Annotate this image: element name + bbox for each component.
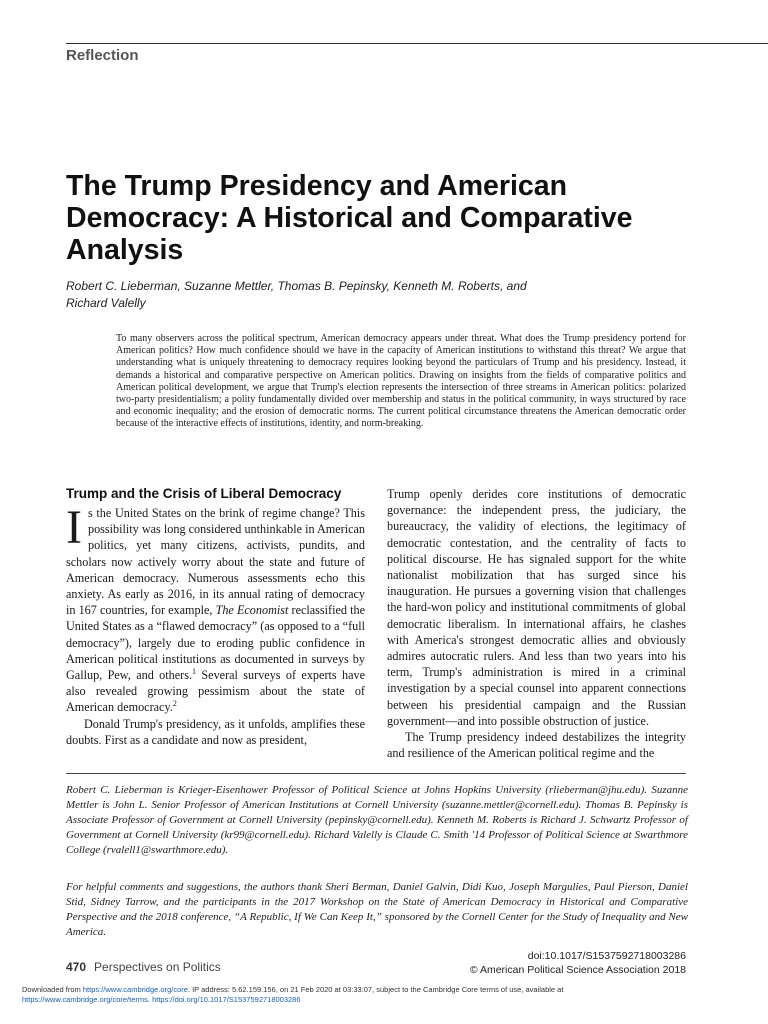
paragraph-4: The Trump presidency indeed destabilizes the integrity and resilience of the American political regime and the <box>387 730 686 761</box>
doi: doi:10.1017/S1537592718003286 <box>527 950 686 962</box>
page-footer <box>66 960 221 974</box>
download-notice <box>22 985 752 1005</box>
drop-cap: I <box>66 501 82 554</box>
paragraph-1-text-b: reclassified the United States as a “flawed democracy” (as opposed to a “full democracy”), largely due to eroding public confidence in American political institutions as documented in surveys by Gallup, Pew, and others. <box>66 603 365 683</box>
doi-link[interactable]: https://doi.org/10.1017/S1537592718003286 <box>152 995 301 1004</box>
terms-link[interactable]: https://www.cambridge.org/core/terms <box>22 995 148 1004</box>
page-number: 470 <box>66 960 87 974</box>
journal-name: Perspectives on Politics <box>94 960 221 974</box>
authors-line-1: Robert C. Lieberman, Suzanne Mettler, Thomas B. Pepinsky, Kenneth M. Roberts, and <box>66 279 527 293</box>
article-title: The Trump Presidency and American Democracy: A Historical and Comparative Analysis <box>66 170 633 266</box>
section-heading: Trump and the Crisis of Liberal Democracy <box>66 486 342 501</box>
paragraph-1 <box>66 501 366 716</box>
paragraph-1-text-a: s the United States on the brink of regime change? This possibility was long considered unthinkable in American politics, yet many citizens, activists, pundits, and scholars now actively worry about the state and future of American democracy. Numerous assessments echo this anxiety. As early as 2016, in its annual rating of democracy in 167 countries, for example, <box>66 506 365 618</box>
publication-name: The Economist <box>215 603 289 618</box>
footnote-rule <box>66 773 686 774</box>
paragraph-3: Trump openly derides core institutions of democratic governance: the independent press, the judiciary, the bureaucracy, the validity of elections, the legitimacy of democratic contestation, and the centrality of facts to political discourse. He has signaled support for the white nationalist mobilization that has surged since his inauguration. He pursues a governing vision that challenges the hard-won policy and institutional commitments of global democratic liberalism. In international affairs, he clashes with America's strongest democratic allies and obviously admires autocratic rulers. And less than two years into his term, Trump's administration is mired in a criminal investigation by a special counsel into apparent connections between his presidential campaign and the Russian government—and into possible obstruction of justice. <box>387 487 686 728</box>
author-affiliations: Robert C. Lieberman is Krieger-Eisenhower Professor of Political Science at Johns Hopkins University (rlieberman@jhu.edu). Suzanne Mettler is John L. Senior Professor of American Institutions at Cornell University (suzanne.mettler@cornell.edu). Thomas B. Pepinsky is Associate Professor of Government at Cornell University (pepinsky@cornell.edu). Kenneth M. Roberts is Richard J. Schwartz Professor of Government at Cornell University (kr99@cornell.edu). Richard Valelly is Claude C. Smith '14 Professor of Political Science at Swarthmore College (rvalell1@swarthmore.edu). <box>66 784 688 856</box>
paragraph-1-text-c: Several surveys of experts have also revealed growing pessimism about the state of American democracy. <box>66 668 366 715</box>
download-text-3: . <box>147 995 153 1004</box>
author-list <box>66 278 686 312</box>
footnote-ref-2[interactable]: 2 <box>172 699 177 709</box>
download-text-2: . IP address: 5.62.159.156, on 21 Feb 2020 at 03:33:07, subject to the Cambridge Core terms of use, available at <box>187 985 564 994</box>
acknowledgments: For helpful comments and suggestions, the authors thank Sheri Berman, Daniel Galvin, Didi Kuo, Joseph Margulies, Paul Pierson, Daniel Stid, Sidney Tarrow, and the participants in the 2017 Workshop on the State of American Democracy in Historical and Comparative Perspective and the 2018 conference, “A Republic, If We Can Keep It,” sponsored by the Cornell Center for the Study of Inequality and New America. <box>66 881 688 938</box>
section-label: Reflection <box>66 47 139 64</box>
header-rule <box>66 43 768 44</box>
copyright: © American Political Science Association 2018 <box>469 964 686 976</box>
body-column-right <box>387 486 686 761</box>
abstract: To many observers across the political spectrum, American democracy appears under threat. What does the Trump presidency portend for American politics? How much confidence should we have in the capacity of American institutions to withstand this threat? We argue that understanding what is uniquely threatening to democracy requires looking beyond the particulars of Trump and his presidency. Instead, it demands a historical and comparative perspective on American politics. Drawing on insights from the fields of comparative politics and American political development, we argue that Trump's election represents the intersection of three streams in American politics: polarized two-party presidentialism; a polity fundamentally divided over membership and status in the political community, in ways structured by race and economic inequality; and the erosion of democratic norms. The current political circumstance threatens the American democratic order because of the interactive effects of institutions, identity, and norm-breaking. <box>116 333 686 430</box>
doi-block <box>470 949 686 977</box>
body-column-left <box>66 486 365 748</box>
authors-line-2: Richard Valelly <box>66 296 146 310</box>
cambridge-core-link[interactable]: https://www.cambridge.org/core <box>82 985 188 994</box>
download-text-1: Downloaded from <box>22 985 83 994</box>
footnote-ref-1[interactable]: 1 <box>192 666 197 676</box>
paragraph-2: Donald Trump's presidency, as it unfolds, amplifies these doubts. First as a candidate and now as president, <box>66 716 365 747</box>
